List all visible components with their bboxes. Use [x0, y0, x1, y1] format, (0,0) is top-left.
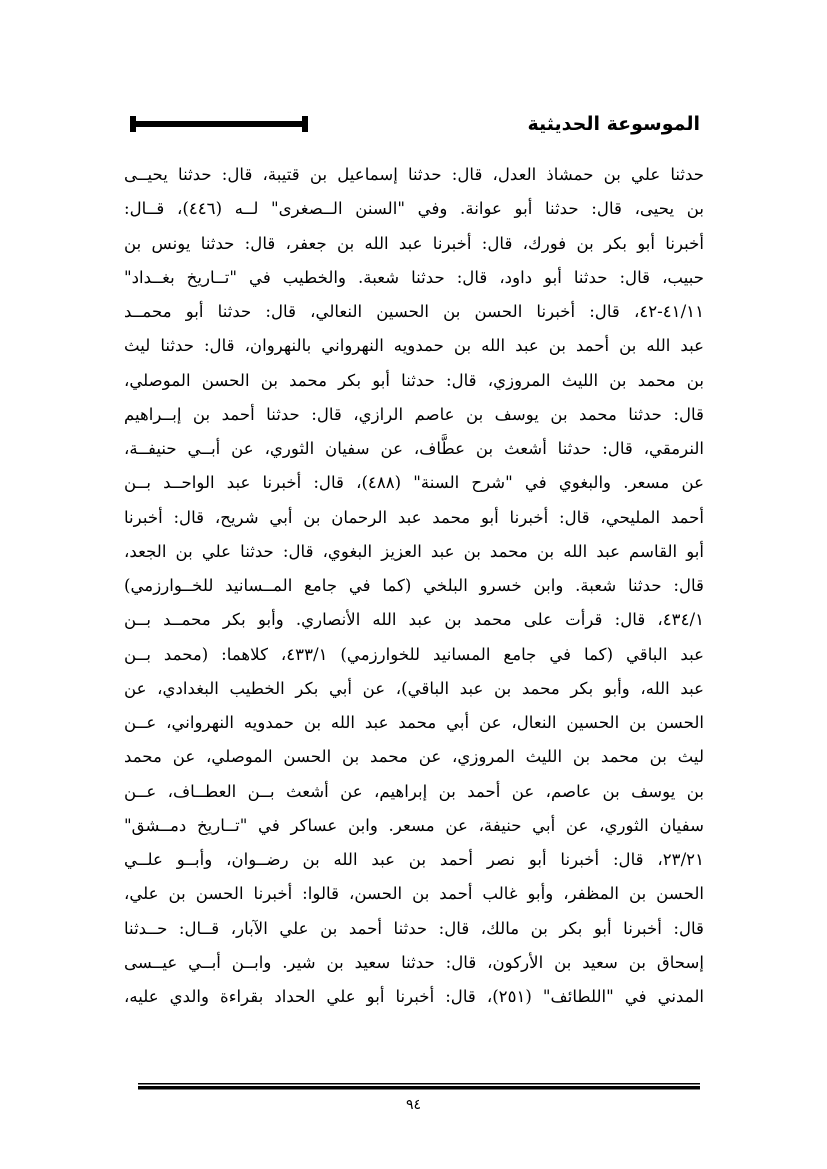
header-title: الموسوعة الحديثية: [527, 113, 700, 135]
text-line: أبو القاسم عبد الله بن محمد بن عبد العزيز البغوي، قال: حدثنا علي بن الجعد،: [124, 541, 704, 561]
text-line: قال: حدثنا شعبة. وابن خسرو البلخي (كما في جامع المــسانيد للخــوارزمي): [124, 576, 704, 595]
text-line: عن مسعر. والبغوي في "شرح السنة" (٤٨٨)، قال: أخبرنا عبد الواحــد بــن: [124, 473, 704, 493]
text-line: النرمقي، قال: حدثنا أشعث بن عطَّاف، عن سفيان الثوري، عن أبــي حنيفــة،: [124, 439, 704, 458]
text-line: ليث بن محمد بن الليث المروزي، عن محمد بن الحسن الموصلي، عن محمد: [124, 747, 704, 767]
text-line: أحمد المليحي، قال: أخبرنا أبو محمد عبد الرحمان بن أبي شريح، قال: أخبرنا: [124, 507, 704, 527]
text-line: الحسن بن المظفر، وأبو غالب أحمد بن الحسن، قالوا: أخبرنا الحسن بن علي،: [124, 884, 704, 904]
text-line: ٢٣/٢١، قال: أخبرنا أبو نصر أحمد بن عبد الله بن رضــوان، وأبــو علــي: [124, 850, 704, 869]
text-line: المدني في "اللطائف" (٢٥١)، قال: أخبرنا أبو علي الحداد بقراءة والدي عليه،: [124, 987, 704, 1006]
text-line: بن محمد بن الليث المروزي، قال: حدثنا أبو بكر محمد بن الحسن الموصلي،: [124, 370, 704, 390]
footer-rule: [138, 1083, 700, 1090]
text-line: بن يحيى، قال: حدثنا أبو عوانة. وفي "السنن الــصغرى" لــه (٤٤٦)، قــال:: [124, 199, 704, 219]
text-line: حبيب، قال: حدثنا أبو داود، قال: حدثنا شعبة. والخطيب في "تــاريخ بغــداد": [124, 267, 704, 287]
header-rule-left: [130, 116, 170, 132]
body-text: [124, 158, 704, 1078]
text-line: إسحاق بن سعيد بن الأركون، قال: حدثنا سعيد بن شير. وابــن أبــي عيــسى: [124, 952, 704, 972]
text-line: الحسن بن الحسين النعال، عن أبي محمد عبد الله بن حمدويه النهرواني، عــن: [124, 713, 704, 732]
text-line: عبد الله، وأبو بكر محمد بن عبد الباقي)، عن أبي بكر الخطيب البغدادي، عن: [124, 678, 704, 698]
text-line: سفيان الثوري، عن أبي حنيفة، عن مسعر. وابن عساكر في "تــاريخ دمــشق": [124, 815, 704, 835]
text-line: قال: حدثنا محمد بن يوسف بن عاصم الرازي، قال: حدثنا أحمد بن إبــراهيم: [124, 404, 704, 424]
text-line: بن يوسف بن عاصم، عن أحمد بن إبراهيم، عن أشعث بــن العطــاف، عــن: [124, 781, 704, 801]
text-line: عبد الباقي (كما في جامع المسانيد للخوارزمي) ٤٣٣/١، كلاهما: (محمد بــن: [124, 644, 704, 664]
text-line: عبد الله بن أحمد بن عبد الله بن حمدويه النهرواني بالنهروان، قال: حدثنا ليث: [124, 336, 704, 356]
page-number: ٩٤: [405, 1097, 422, 1113]
text-line: قال: أخبرنا أبو بكر بن مالك، قال: حدثنا أحمد بن علي الآبار، قــال: حــدثنا: [124, 918, 704, 938]
text-line: حدثنا علي بن حمشاذ العدل، قال: حدثنا إسماعيل بن قتيبة، قال: حدثنا يحيــى: [124, 165, 704, 184]
running-header: [130, 104, 700, 144]
text-line: أخبرنا أبو بكر بن فورك، قال: أخبرنا عبد الله بن جعفر، قال: حدثنا يونس بن: [124, 233, 704, 253]
text-line: ٤٣٤/١، قال: قرأت على محمد بن عبد الله الأنصاري. وأبو بكر محمــد بــن: [124, 610, 704, 630]
text-line: ٤١/١١-٤٢، قال: أخبرنا الحسن بن الحسين النعالي، قال: حدثنا أبو محمــد: [124, 302, 704, 321]
